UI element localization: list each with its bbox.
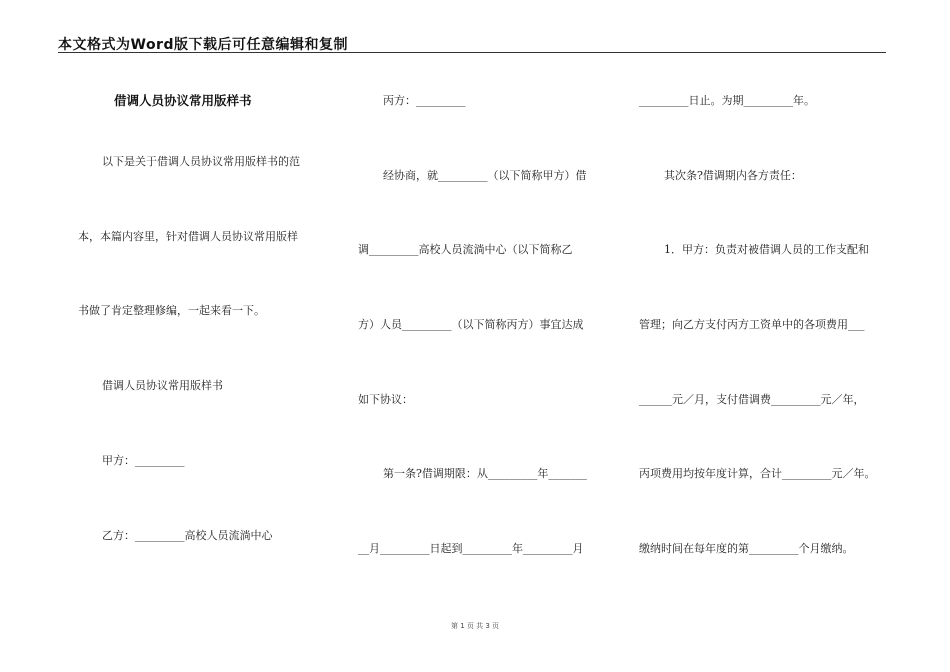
paragraph-line: ______元／月，支付借调费_________元／年，	[639, 393, 865, 406]
article-two-line: 其次条?借调期内各方责任：	[664, 169, 802, 182]
paragraph-line: 书做了肯定整理修编，一起来看一下。	[78, 304, 265, 317]
page-number: 第 1 页 共 3 页	[450, 622, 500, 630]
party-a-line: 甲方：_________	[102, 454, 185, 467]
paragraph-line: 丙项费用均按年度计算，合计_________元／年。	[639, 467, 876, 480]
header-divider	[58, 52, 886, 53]
paragraph-line: 本，本篇内容里，针对借调人员协议常用版样	[78, 230, 298, 243]
paragraph-line: 缴纳时间在每年度的第_________个月缴纳。	[639, 542, 854, 555]
paragraph-line: 如下协议：	[358, 393, 413, 406]
article-one-line: 第一条?借调期限：从_________年_______	[383, 467, 587, 480]
party-b-line: 乙方：_________高校人员流淌中心	[102, 529, 273, 542]
paragraph-line: 管理；向乙方支付丙方工资单中的各项费用___	[639, 318, 865, 331]
paragraph-line: 以下是关于借调人员协议常用版样书的范	[102, 155, 300, 168]
document-title: 借调人员协议常用版样书	[114, 93, 252, 108]
party-c-line: 丙方：_________	[383, 94, 466, 107]
section-heading: 借调人员协议常用版样书	[102, 379, 223, 392]
paragraph-line: 1．甲方：负责对被借调人员的工作支配和	[664, 243, 869, 256]
paragraph-line: __月_________日起到_________年_________月	[358, 542, 584, 555]
paragraph-line: 方）人员_________（以下简称丙方）事宜达成	[358, 318, 584, 331]
document-header: 本文格式为Word版下载后可任意编辑和复制	[58, 37, 348, 53]
paragraph-line: 经协商，就_________（以下简称甲方）借	[383, 169, 587, 182]
paragraph-line: 调_________高校人员流淌中心（以下简称乙	[358, 243, 573, 256]
paragraph-line: _________日止。为期_________年。	[639, 94, 815, 107]
